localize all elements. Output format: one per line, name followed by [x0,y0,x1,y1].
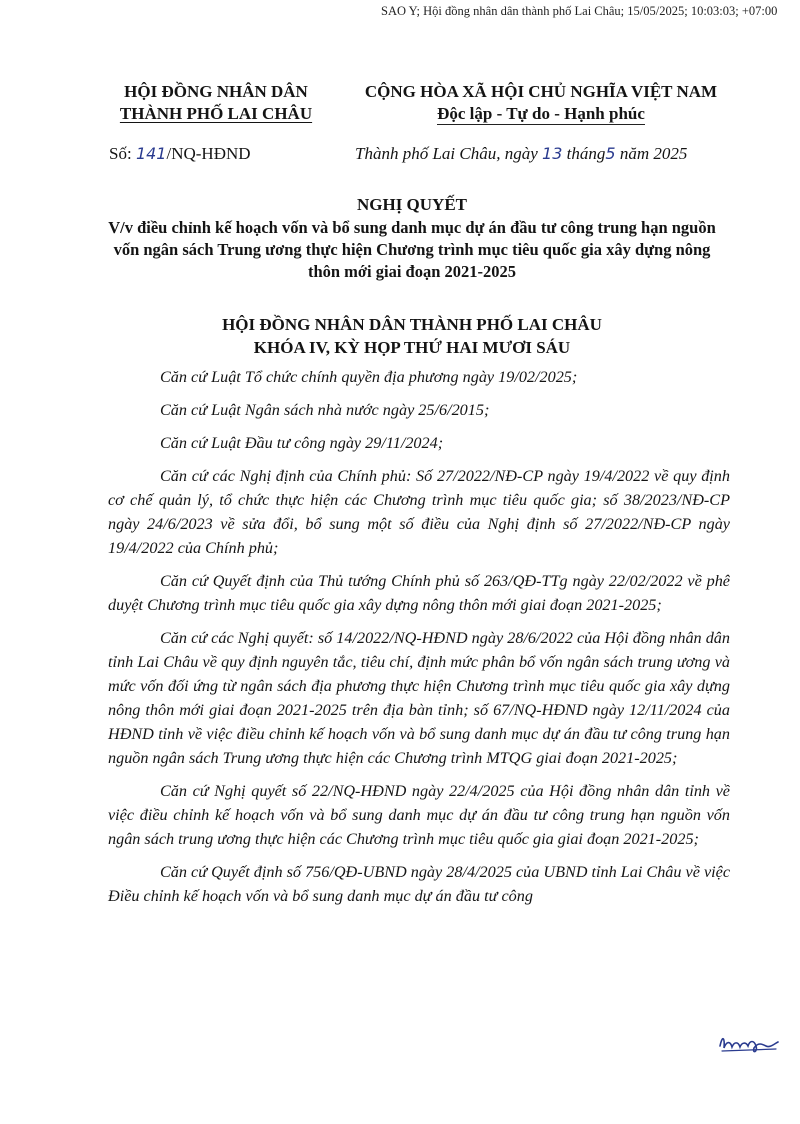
national-header [335,81,747,125]
national-motto-wrap [335,103,747,125]
preamble-paragraph: Căn cứ Quyết định của Thủ tướng Chính phủ số 263/QĐ-TTg ngày 22/02/2022 về phê duyệt Chương trình mục tiêu quốc gia xây dựng nông thôn mới giai đoạn 2021-2025; [108,572,730,614]
document-number [109,142,251,166]
authority-line-1: HỘI ĐỒNG NHÂN DÂN [124,82,308,101]
handwritten-initials-mark [716,1030,786,1056]
preamble-paragraph: Căn cứ Luật Tổ chức chính quyền địa phương ngày 19/02/2025; [160,368,578,386]
date-prefix: Thành phố Lai Châu, ngày [355,144,538,163]
document-number-prefix: Số: [109,144,132,163]
council-session: KHÓA IV, KỲ HỌP THỨ HAI MƯƠI SÁU [253,338,571,357]
date-day: 13 [542,144,563,163]
national-motto: Độc lập - Tự do - Hạnh phúc [437,104,645,123]
date-month-label: tháng [566,144,606,163]
preamble-paragraph: Căn cứ Quyết định số 756/QĐ-UBND ngày 28/4/2025 của UBND tỉnh Lai Châu về việc Điều chỉnh kế hoạch vốn và bổ sung danh mục dự án đầu tư công [108,863,730,905]
document-number-value: 141 [135,144,167,163]
authority-line-2: THÀNH PHỐ LAI CHÂU [119,104,313,123]
document-subject: V/v điều chỉnh kế hoạch vốn và bổ sung danh mục dự án đầu tư công trung hạn nguồn vốn ngân sách Trung ương thực hiện Chương trình mục tiêu quốc gia xây dựng nông thôn mới giai đoạn 2021-2025 [108,218,716,281]
preamble-paragraph: Căn cứ Luật Đầu tư công ngày 29/11/2024; [160,434,444,452]
document-date [355,142,687,166]
document-number-suffix: /NQ-HĐND [166,144,251,163]
preamble-paragraph: Căn cứ các Nghị quyết: số 14/2022/NQ-HĐND ngày 28/6/2022 của Hội đồng nhân dân tỉnh Lai Châu về quy định nguyên tắc, tiêu chí, định mức phân bổ vốn ngân sách trung ương và mức vốn đối ứng từ ngân sách địa phương thực hiện Chương trình mục tiêu quốc gia xây dựng nông thôn mới giai đoạn 2021-2025 trên địa bàn tỉnh; số 67/NQ-HĐND ngày 12/11/2024 của HĐND tỉnh về việc điều chỉnh kế hoạch vốn và bổ sung danh mục dự án đầu tư công trung hạn nguồn ngân sách Trung ương thực hiện các Chương trình MTQG giai đoạn 2021-2025; [108,629,730,767]
issuing-authority [96,81,336,125]
date-year: năm 2025 [619,144,688,163]
document-kind: NGHỊ QUYẾT [356,195,468,214]
preamble-paragraph: Căn cứ Luật Ngân sách nhà nước ngày 25/6/2015; [160,401,490,419]
copy-stamp: SAO Y; Hội đồng nhân dân thành phố Lai Châu; 15/05/2025; 10:03:03; +07:00 [381,4,778,18]
date-month: 5 [605,144,616,163]
document-title [96,194,728,283]
council-heading [96,313,728,359]
council-name: HỘI ĐỒNG NHÂN DÂN THÀNH PHỐ LAI CHÂU [222,315,602,334]
preamble [108,365,730,917]
preamble-paragraph: Căn cứ các Nghị định của Chính phủ: Số 27/2022/NĐ-CP ngày 19/4/2022 về quy định cơ chế quản lý, tổ chức thực hiện các Chương trình mục tiêu quốc gia; số 38/2023/NĐ-CP ngày 24/6/2023 về sửa đổi, bổ sung một số điều của Nghị định số 27/2022/NĐ-CP ngày 19/4/2022 của Chính phủ; [108,467,730,557]
national-name: CỘNG HÒA XÃ HỘI CHỦ NGHĨA VIỆT NAM [364,82,718,101]
preamble-paragraph: Căn cứ Nghị quyết số 22/NQ-HĐND ngày 22/4/2025 của Hội đồng nhân dân tỉnh về việc điều chỉnh kế hoạch vốn và bổ sung danh mục dự án đầu tư công trung hạn nguồn vốn ngân sách trung ương thực hiện các Chương trình mục tiêu quốc gia giai đoạn 2021-2025; [108,782,730,848]
